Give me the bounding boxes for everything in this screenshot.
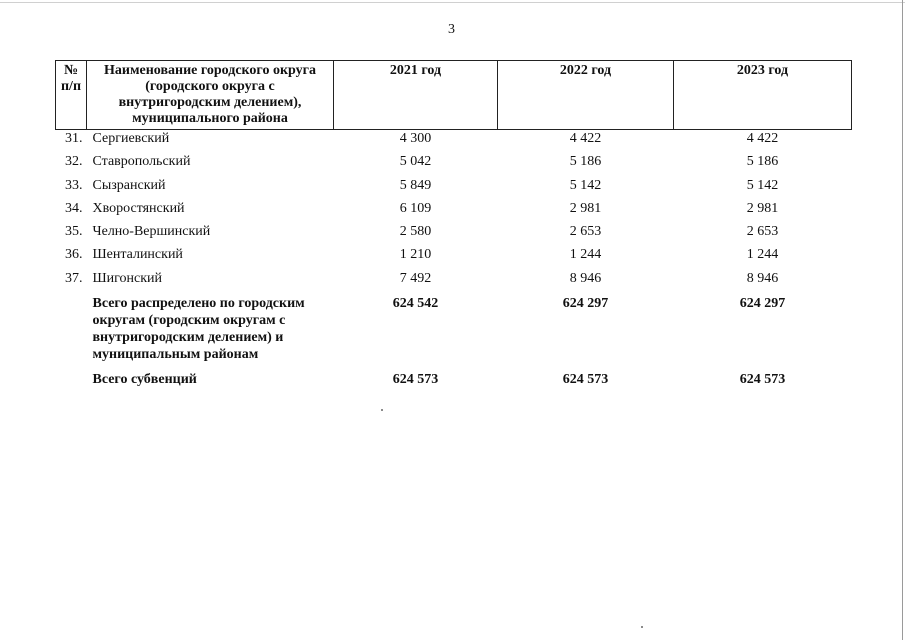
row-district-name: Хворостянский — [92, 200, 185, 216]
row-value-2022: 2 981 — [569, 200, 602, 216]
total-distributed-2023: 624 297 — [739, 296, 786, 312]
row-value-2021: 6 109 — [399, 200, 432, 216]
row-district-name: Ставропольский — [92, 154, 191, 170]
row-value-2021: 4 300 — [399, 131, 432, 146]
total-subventions-2023: 624 573 — [739, 372, 786, 388]
header-name: Наименование городского округа (городского округа с внутригородским делением), муниципального района — [87, 61, 334, 130]
scan-edge-top — [0, 2, 905, 3]
row-number: 36. — [65, 247, 83, 263]
row-district-name: Сергиевский — [92, 131, 170, 146]
row-value-2023: 8 946 — [746, 270, 779, 286]
scan-speck — [381, 409, 383, 411]
table-row — [56, 223, 852, 246]
total-distributed-row — [56, 293, 852, 371]
row-number: 31. — [65, 131, 83, 146]
row-district-name: Шенталинский — [92, 247, 183, 263]
row-value-2022: 8 946 — [569, 270, 602, 286]
row-number: 35. — [65, 224, 83, 240]
table-header-row — [56, 61, 852, 130]
table-row — [56, 130, 852, 154]
subvention-table — [55, 60, 852, 395]
row-district-name: Сызранский — [92, 177, 166, 193]
row-number: 33. — [65, 177, 83, 193]
row-value-2023: 4 422 — [746, 131, 779, 146]
row-value-2022: 4 422 — [569, 131, 602, 146]
header-num: № п/п — [56, 61, 87, 130]
total-distributed-label: Всего распределено по городским округам (городским округам с внутригородским делением) и муниципальным районам — [92, 296, 305, 363]
total-distributed-2022: 624 297 — [562, 296, 609, 312]
table-row — [56, 270, 852, 293]
total-subventions-2022: 624 573 — [562, 372, 609, 388]
total-distributed-num — [56, 293, 87, 371]
table-row — [56, 200, 852, 223]
row-number: 34. — [65, 200, 83, 216]
header-2023: 2023 год — [674, 61, 852, 130]
row-value-2023: 2 981 — [746, 200, 779, 216]
row-value-2021: 5 042 — [399, 154, 432, 170]
scan-edge-right — [902, 0, 903, 640]
row-value-2023: 2 653 — [746, 224, 779, 240]
row-district-name: Шигонский — [92, 270, 163, 286]
total-subventions-num — [56, 371, 87, 395]
row-value-2022: 5 142 — [569, 177, 602, 193]
row-number: 32. — [65, 154, 83, 170]
row-number: 37. — [65, 270, 83, 286]
row-value-2023: 5 142 — [746, 177, 779, 193]
row-value-2022: 1 244 — [569, 247, 602, 263]
header-2021: 2021 год — [334, 61, 498, 130]
page-number: 3 — [448, 22, 455, 37]
scan-speck — [641, 626, 643, 628]
total-distributed-2021: 624 542 — [392, 296, 439, 312]
header-2022: 2022 год — [498, 61, 674, 130]
row-value-2021: 2 580 — [399, 224, 432, 240]
total-subventions-label: Всего субвенций — [92, 372, 197, 388]
row-value-2021: 7 492 — [399, 270, 432, 286]
total-subventions-row — [56, 371, 852, 395]
row-value-2023: 5 186 — [746, 154, 779, 170]
row-value-2022: 5 186 — [569, 154, 602, 170]
table-row — [56, 177, 852, 200]
table-row — [56, 246, 852, 269]
row-district-name: Челно-Вершинский — [92, 224, 211, 240]
row-value-2021: 1 210 — [399, 247, 432, 263]
row-value-2022: 2 653 — [569, 224, 602, 240]
total-subventions-2021: 624 573 — [392, 372, 439, 388]
row-value-2021: 5 849 — [399, 177, 432, 193]
table-row — [56, 153, 852, 176]
row-value-2023: 1 244 — [746, 247, 779, 263]
